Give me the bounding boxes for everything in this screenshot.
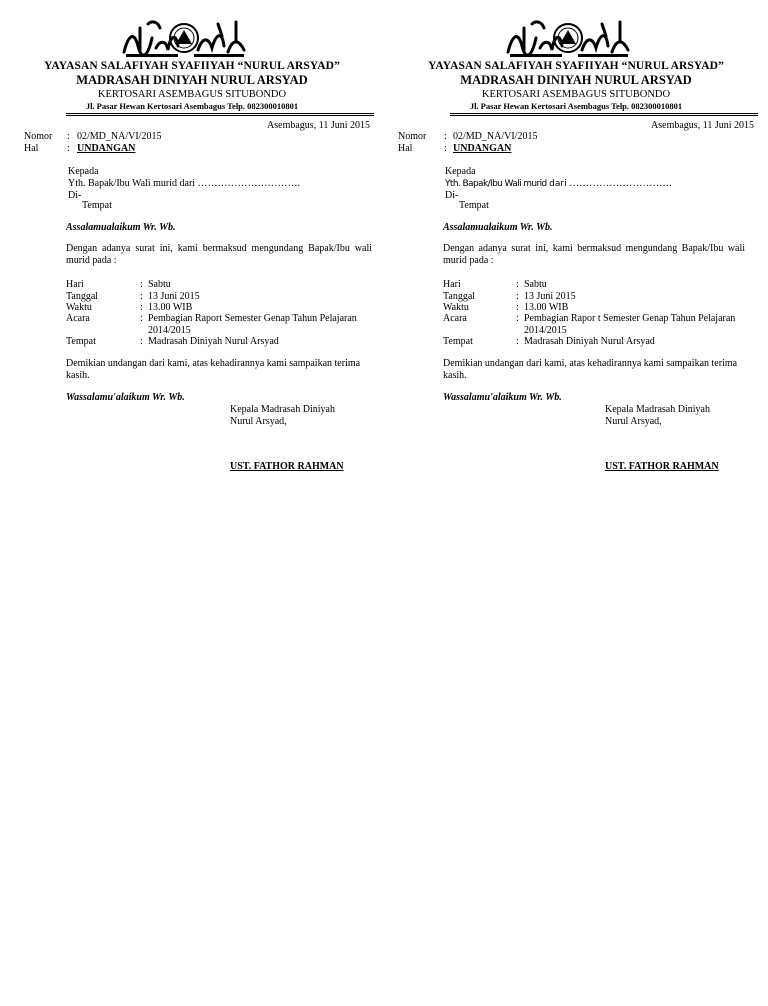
- tempat-line: Tempat: [82, 200, 112, 211]
- di-label: Di-: [445, 190, 459, 201]
- waktu-label: Waktu: [66, 302, 92, 313]
- nomor-value: 02/MD_NA/VI/2015: [453, 131, 538, 142]
- closing-paragraph: Demikian undangan dari kami, atas kehadirannya kami sampaikan terima kasih.: [443, 358, 738, 381]
- farewell: Wassalamu'alaikum Wr. Wb.: [443, 392, 562, 403]
- signer-name: UST. FATHOR RAHMAN: [230, 461, 344, 472]
- tempat-line: Tempat: [459, 200, 489, 211]
- recipient-dots: ………………………….: [197, 178, 301, 189]
- acara-colon: :: [516, 313, 519, 324]
- signer-title-2: Nurul Arsyad,: [605, 416, 662, 427]
- header-divider: [66, 113, 374, 116]
- nomor-label: Nomor: [398, 131, 427, 142]
- waktu-label: Waktu: [443, 302, 469, 313]
- tanggal-value: 13 Juni 2015: [148, 291, 200, 302]
- foundation-name: YAYASAN SALAFIYAH SYAFIIYAH “NURUL ARSYAD”: [428, 60, 724, 72]
- intro-paragraph: Dengan adanya surat ini, kami bermaksud mengundang Bapak/Ibu wali murid pada :: [443, 243, 745, 266]
- greeting: Assalamualaikum Wr. Wb.: [443, 222, 553, 233]
- hari-value: Sabtu: [148, 279, 171, 290]
- closing-paragraph: Demikian undangan dari kami, atas kehadirannya kami sampaikan terima kasih.: [66, 358, 361, 381]
- acara-value: Pembagian Raport Semester Genap Tahun Pelajaran 2014/2015: [148, 313, 357, 336]
- tanggal-value: 13 Juni 2015: [524, 291, 576, 302]
- nomor-value: 02/MD_NA/VI/2015: [77, 131, 162, 142]
- school-name: MADRASAH DINIYAH NURUL ARSYAD: [460, 73, 692, 87]
- kepada-label: Kepada: [68, 166, 99, 177]
- signer-title-1: Kepala Madrasah Diniyah: [230, 404, 335, 415]
- signer-name: UST. FATHOR RAHMAN: [605, 461, 719, 472]
- hari-label: Hari: [66, 279, 84, 290]
- hari-colon: :: [140, 279, 143, 290]
- calligraphy-emblem-logo: [502, 16, 634, 62]
- tanggal-colon: :: [516, 291, 519, 302]
- acara-label: Acara: [66, 313, 90, 324]
- waktu-value: 13.00 WIB: [524, 302, 569, 313]
- school-name: MADRASAH DINIYAH NURUL ARSYAD: [76, 73, 308, 87]
- school-location: KERTOSARI ASEMBAGUS SITUBONDO: [97, 89, 287, 100]
- school-address: Jl. Pasar Hewan Kertosari Asembagus Telp. 082300010801: [85, 101, 299, 111]
- waktu-value: 13.00 WIB: [148, 302, 193, 313]
- di-label: Di-: [68, 190, 82, 201]
- letter-date: Asembagus, 11 Juni 2015: [651, 120, 754, 131]
- school-location: KERTOSARI ASEMBAGUS SITUBONDO: [481, 89, 671, 100]
- signer-title-1: Kepala Madrasah Diniyah: [605, 404, 710, 415]
- hal-value: UNDANGAN: [453, 143, 512, 154]
- waktu-colon: :: [516, 302, 519, 313]
- signer-title-2: Nurul Arsyad,: [230, 416, 287, 427]
- letter-date: Asembagus, 11 Juni 2015: [267, 120, 370, 131]
- waktu-colon: :: [140, 302, 143, 313]
- acara-value: Pembagian Rapor t Semester Genap Tahun Pelajaran 2014/2015: [524, 313, 736, 336]
- recipient-yth: Yth. Bapak/Ibu Wali murid: [68, 178, 177, 189]
- acara-colon: :: [140, 313, 143, 324]
- hal-value: UNDANGAN: [77, 143, 136, 154]
- tanggal-label: Tanggal: [66, 291, 99, 302]
- nomor-colon: :: [444, 131, 447, 142]
- foundation-name: YAYASAN SALAFIYAH SYAFIIYAH “NURUL ARSYAD”: [44, 60, 340, 72]
- nomor-colon: :: [67, 131, 70, 142]
- invitation-letter-right: [384, 0, 768, 1006]
- tanggal-label: Tanggal: [443, 291, 476, 302]
- tempat-colon: :: [516, 336, 519, 347]
- intro-paragraph: Dengan adanya surat ini, kami bermaksud mengundang Bapak/Ibu wali murid pada :: [66, 243, 372, 266]
- hal-label: Hal: [398, 143, 413, 154]
- farewell: Wassalamu'alaikum Wr. Wb.: [66, 392, 185, 403]
- acara-label: Acara: [443, 313, 467, 324]
- recipient-dots: ………………………….: [569, 178, 672, 189]
- tempat-label: Tempat: [66, 336, 96, 347]
- hari-label: Hari: [443, 279, 461, 290]
- hal-label: Hal: [24, 143, 39, 154]
- recipient-line: [445, 178, 672, 190]
- hal-colon: :: [444, 143, 447, 154]
- school-address: Jl. Pasar Hewan Kertosari Asembagus Telp. 082300010801: [469, 101, 683, 111]
- hari-value: Sabtu: [524, 279, 547, 290]
- kepada-label: Kepada: [445, 166, 476, 177]
- recipient-dari: dari: [549, 179, 567, 189]
- nomor-label: Nomor: [24, 131, 53, 142]
- tempat-colon: :: [140, 336, 143, 347]
- tanggal-colon: :: [140, 291, 143, 302]
- calligraphy-emblem-logo: [118, 16, 250, 62]
- greeting: Assalamualaikum Wr. Wb.: [66, 222, 176, 233]
- recipient-line: [68, 178, 300, 190]
- hal-colon: :: [67, 143, 70, 154]
- hari-colon: :: [516, 279, 519, 290]
- header-divider: [450, 113, 758, 116]
- tempat-value: Madrasah Diniyah Nurul Arsyad: [524, 336, 655, 347]
- tempat-label: Tempat: [443, 336, 473, 347]
- tempat-value: Madrasah Diniyah Nurul Arsyad: [148, 336, 279, 347]
- recipient-yth: Yth. Bapak/Ibu Wali murid: [445, 179, 547, 189]
- recipient-dari: dari: [179, 178, 196, 189]
